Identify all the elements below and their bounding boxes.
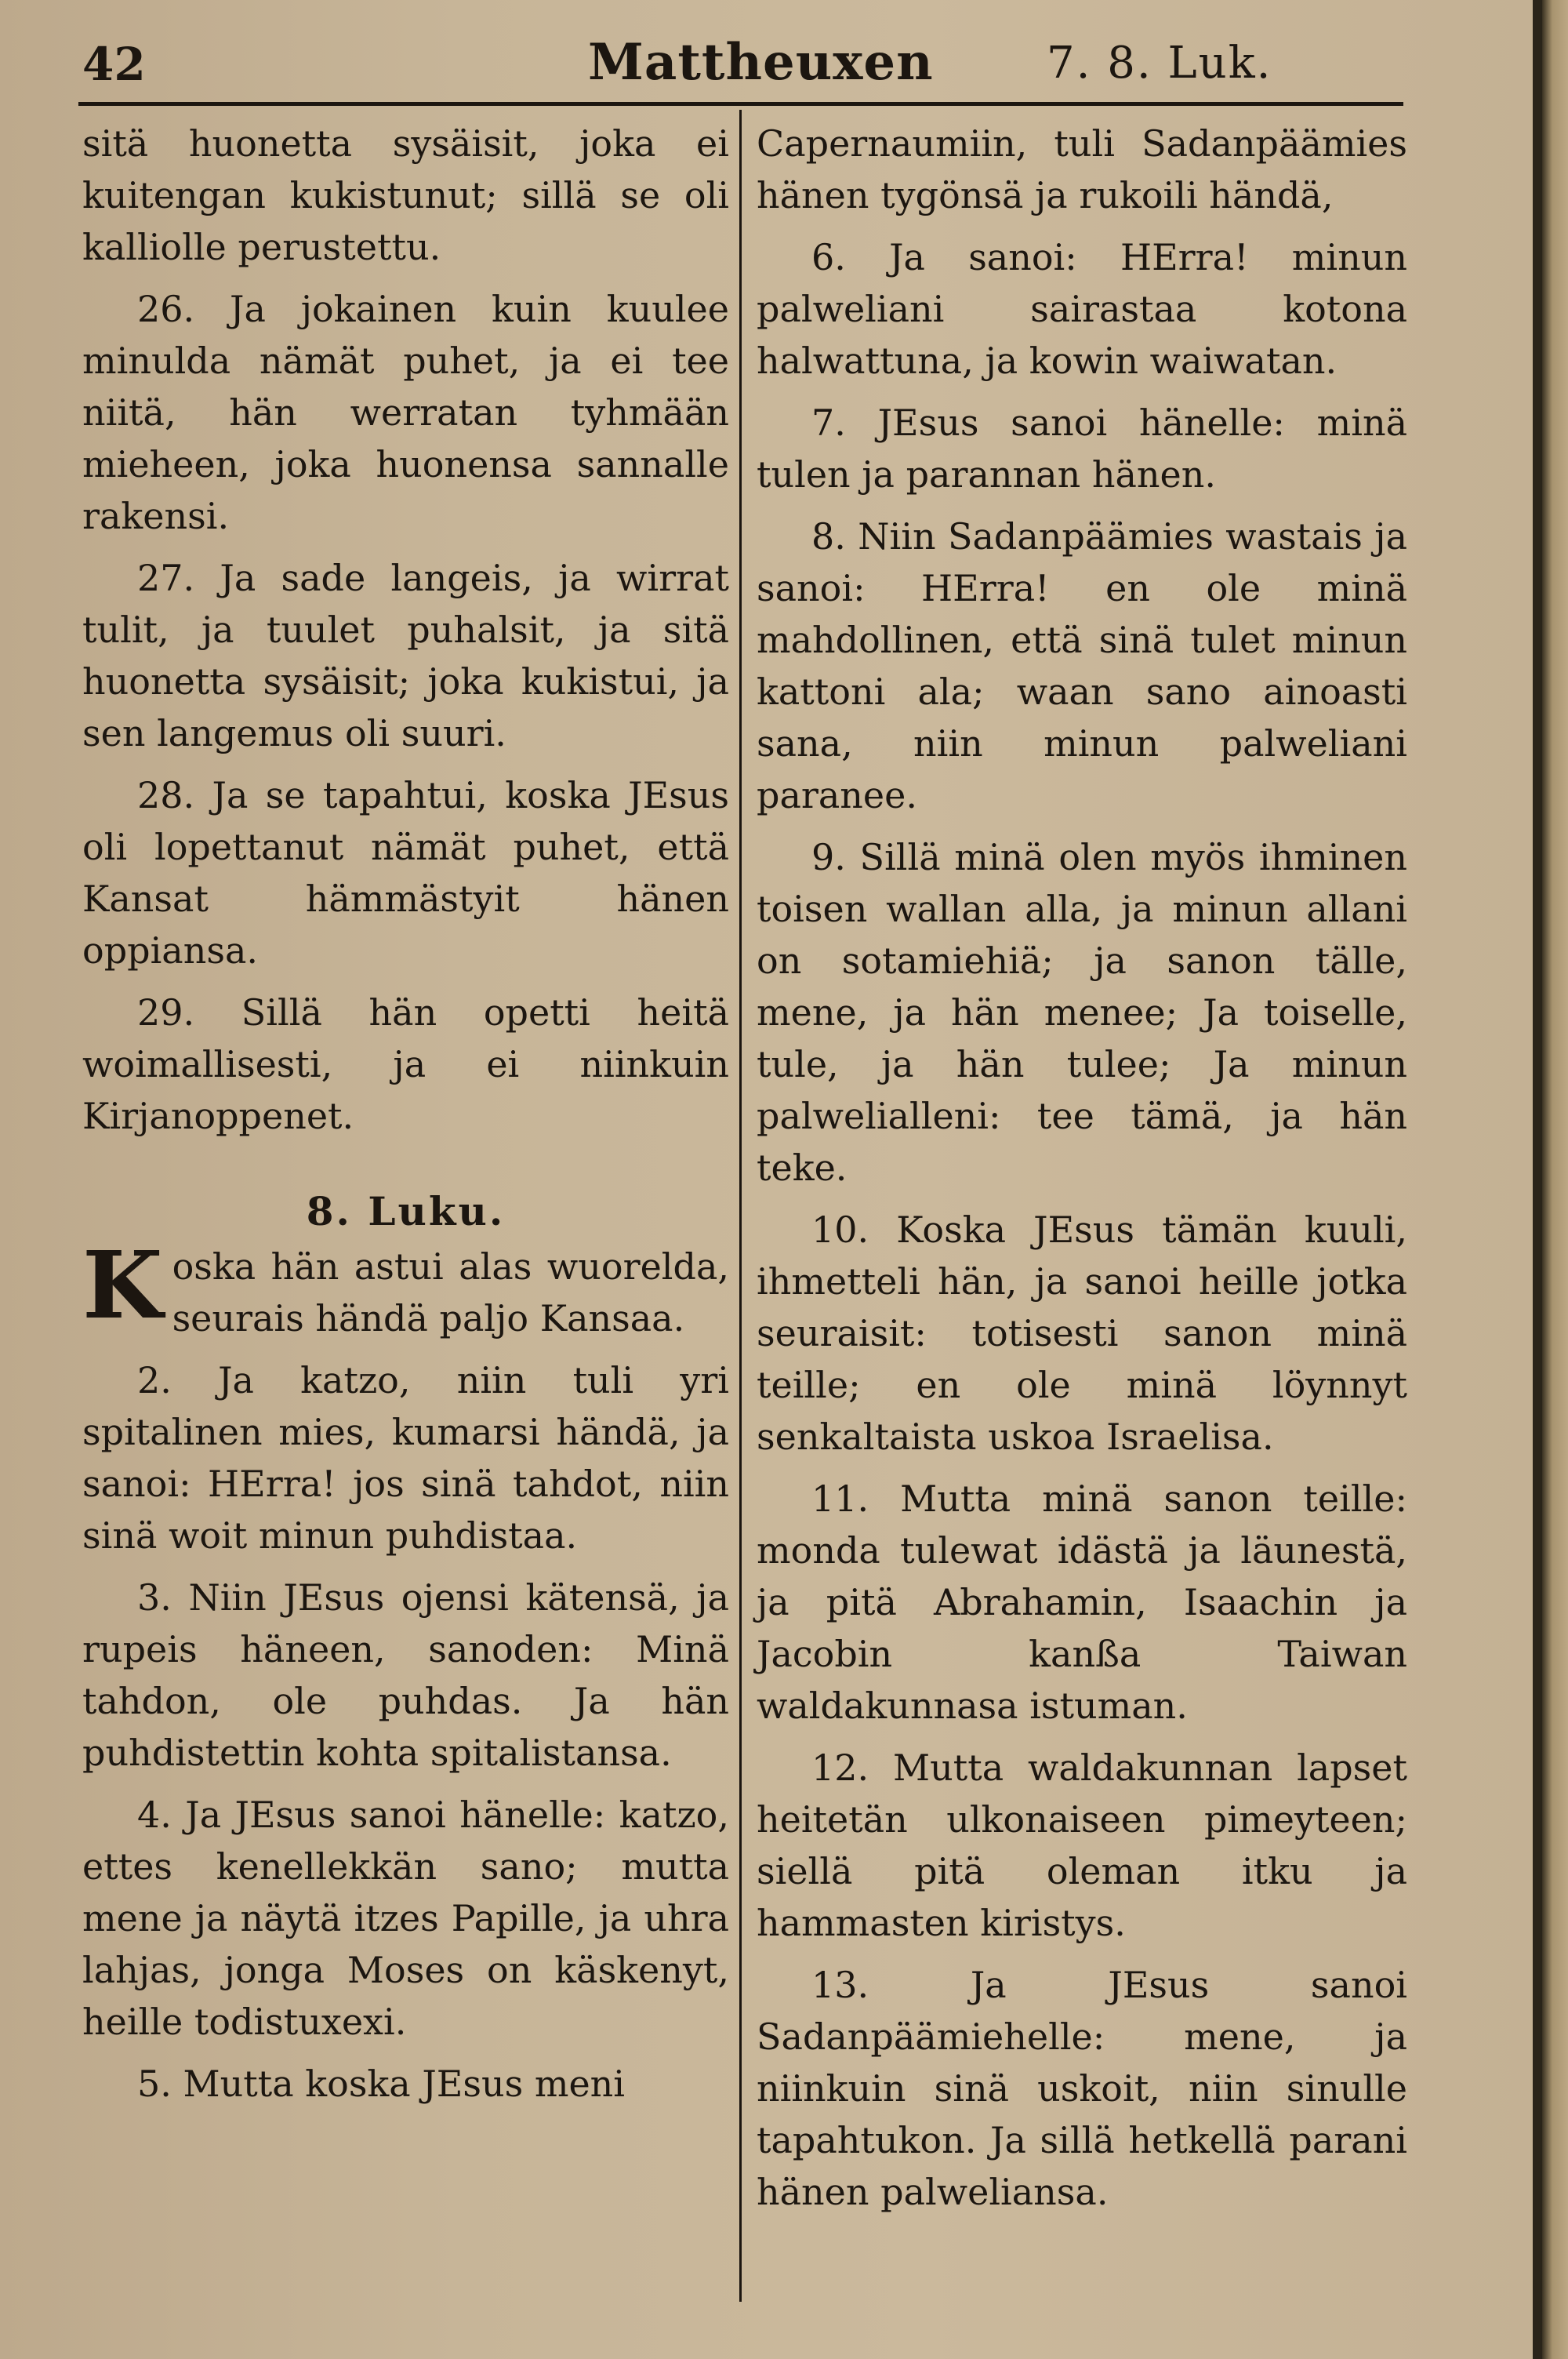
verse-paragraph: 29. Sillä hän opetti heitä woimallisesti, ja ei niinkuin Kirjanoppenet.	[82, 991, 729, 1137]
verse-paragraph: 27. Ja sade langeis, ja wirrat tulit, ja tuulet puhalsit, ja sitä huonetta sysäisit; joka kukistui, ja sen langemus oli suuri.	[82, 557, 729, 754]
opening-text: oska hän astui alas wuorelda, seurais händä paljo Kansaa.	[172, 1245, 729, 1339]
page-header	[0, 30, 1533, 93]
verse-paragraph: 12. Mutta waldakunnan lapset heitetän ulkonaiseen pimeyteen; siellä pitä oleman itku ja hammasten kiristys.	[757, 1747, 1407, 1944]
running-title: Mattheuxen	[588, 33, 934, 92]
drop-cap: K	[82, 1230, 163, 1339]
left-column	[82, 118, 729, 2120]
verse-paragraph: 26. Ja jokainen kuin kuulee minulda nämät puhet, ja ei tee niitä, hän werratan tyhmään mieheen, joka huonensa sannalle rakensi.	[82, 288, 729, 537]
right-column	[757, 118, 1407, 2228]
verse-paragraph: Capernaumiin, tuli Sadanpäämies hänen tygönsä ja rukoili händä,	[757, 122, 1407, 216]
adjacent-page-edge	[1542, 0, 1568, 2359]
verse-paragraph: 11. Mutta minä sanon teille: monda tulewat idästä ja läunestä, ja pitä Abrahamin, Isaachin ja Jacobin kanßa Taiwan waldakunnasa istuman.	[757, 1478, 1407, 1727]
verse-paragraph: 3. Niin JEsus ojensi kätensä, ja rupeis häneen, sanoden: Minä tahdon, ole puhdas. Ja hän puhdistettin kohta spitalistansa.	[82, 1576, 729, 1774]
verse-paragraph: 6. Ja sanoi: HErra! minun palweliani sairastaa kotona halwattuna, ja kowin waiwatan.	[757, 236, 1407, 382]
page-gutter-shadow	[1533, 0, 1542, 2359]
opening-paragraph	[82, 1230, 729, 1344]
verse-paragraph: 4. Ja JEsus sanoi hänelle: katzo, ettes kenellekkän sano; mutta mene ja näytä itzes Papille, ja uhra lahjas, jonga Moses on käskenyt, heille todistuxexi.	[82, 1794, 729, 2043]
page-number: 42	[82, 38, 146, 91]
verse-paragraph: sitä huonetta sysäisit, joka ei kuitengan kukistunut; sillä se oli kalliolle perustettu.	[82, 122, 729, 268]
chapter-reference: 7. 8. Luk.	[1047, 38, 1272, 89]
verse-paragraph: 7. JEsus sanoi hänelle: minä tulen ja parannan hänen.	[757, 402, 1407, 496]
verse-paragraph: 28. Ja se tapahtui, koska JEsus oli lopettanut nämät puhet, että Kansat hämmästyit hänen oppiansa.	[82, 774, 729, 972]
column-divider	[739, 110, 742, 2302]
header-rule	[78, 102, 1403, 106]
verse-paragraph: 9. Sillä minä olen myös ihminen toisen wallan alla, ja minun allani on sotamiehiä; ja sanon tälle, mene, ja hän menee; Ja toiselle, tule, ja hän tulee; Ja minun palwelialleni: tee tämä, ja hän teke.	[757, 836, 1407, 1189]
verse-paragraph: 13. Ja JEsus sanoi Sadanpäämiehelle: mene, ja niinkuin sinä uskoit, niin sinulle tapahtukon. Ja sillä hetkellä parani hänen palweliansa.	[757, 1964, 1407, 2213]
verse-paragraph: 2. Ja katzo, niin tuli yri spitalinen mies, kumarsi händä, ja sanoi: HErra! jos sinä tahdot, niin sinä woit minun puhdistaa.	[82, 1359, 729, 1557]
verse-paragraph: 8. Niin Sadanpäämies wastais ja sanoi: HErra! en ole minä mahdollinen, että sinä tulet minun kattoni ala; waan sano ainoasti sana, niin minun palweliani paranee.	[757, 515, 1407, 816]
verse-paragraph: 5. Mutta koska JEsus meni	[137, 2063, 626, 2105]
chapter-heading: 8. Luku.	[306, 1188, 506, 1234]
verse-paragraph: 10. Koska JEsus tämän kuuli, ihmetteli hän, ja sanoi heille jotka seuraisit: totisesti sanon minä teille; en ole minä löynnyt senkaltaista uskoa Israelisa.	[757, 1209, 1407, 1458]
